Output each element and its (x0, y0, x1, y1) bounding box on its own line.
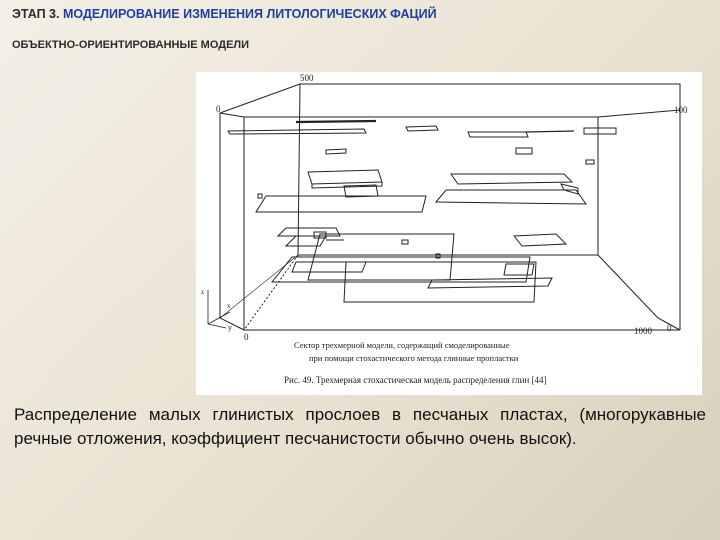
slide-subtitle: ОБЪЕКТНО-ОРИЕНТИРОВАННЫЕ МОДЕЛИ (12, 39, 250, 51)
axis-label-bottom-right-0: 0 (667, 323, 672, 333)
slide-title (12, 7, 437, 21)
axis-z-label: z (201, 288, 205, 296)
inner-caption-line-1: Сектор трехмерной модели, содержащий смоделированные (294, 340, 510, 350)
inner-caption-line-2: при помощи стохастического метода глинные пропластки (309, 353, 519, 363)
axis-y-label: y (228, 323, 232, 332)
axis-label-bottom-0: 0 (244, 332, 249, 342)
axis-x-label: x (227, 302, 231, 310)
axis-label-1000: 1000 (634, 326, 652, 336)
block-diagram-3d (196, 72, 702, 395)
axis-label-500: 500 (300, 73, 314, 83)
axis-label-100: 100 (674, 105, 688, 115)
figure-caption: Рис. 49. Трехмерная стохастическая модель распределения глин [44] (284, 375, 547, 385)
model-figure (196, 72, 702, 395)
stage-prefix: ЭТАП 3. (12, 7, 60, 21)
axis-label-left-0: 0 (216, 104, 221, 114)
body-paragraph: Распределение малых глинистых прослоев в песчаных пластах, (многорукавные речные отложения, коэффициент песчанистости обычно очень высок). (14, 405, 706, 448)
stage-title: МОДЕЛИРОВАНИЕ ИЗМЕНЕНИЯ ЛИТОЛОГИЧЕСКИХ ФАЦИЙ (62, 7, 437, 21)
